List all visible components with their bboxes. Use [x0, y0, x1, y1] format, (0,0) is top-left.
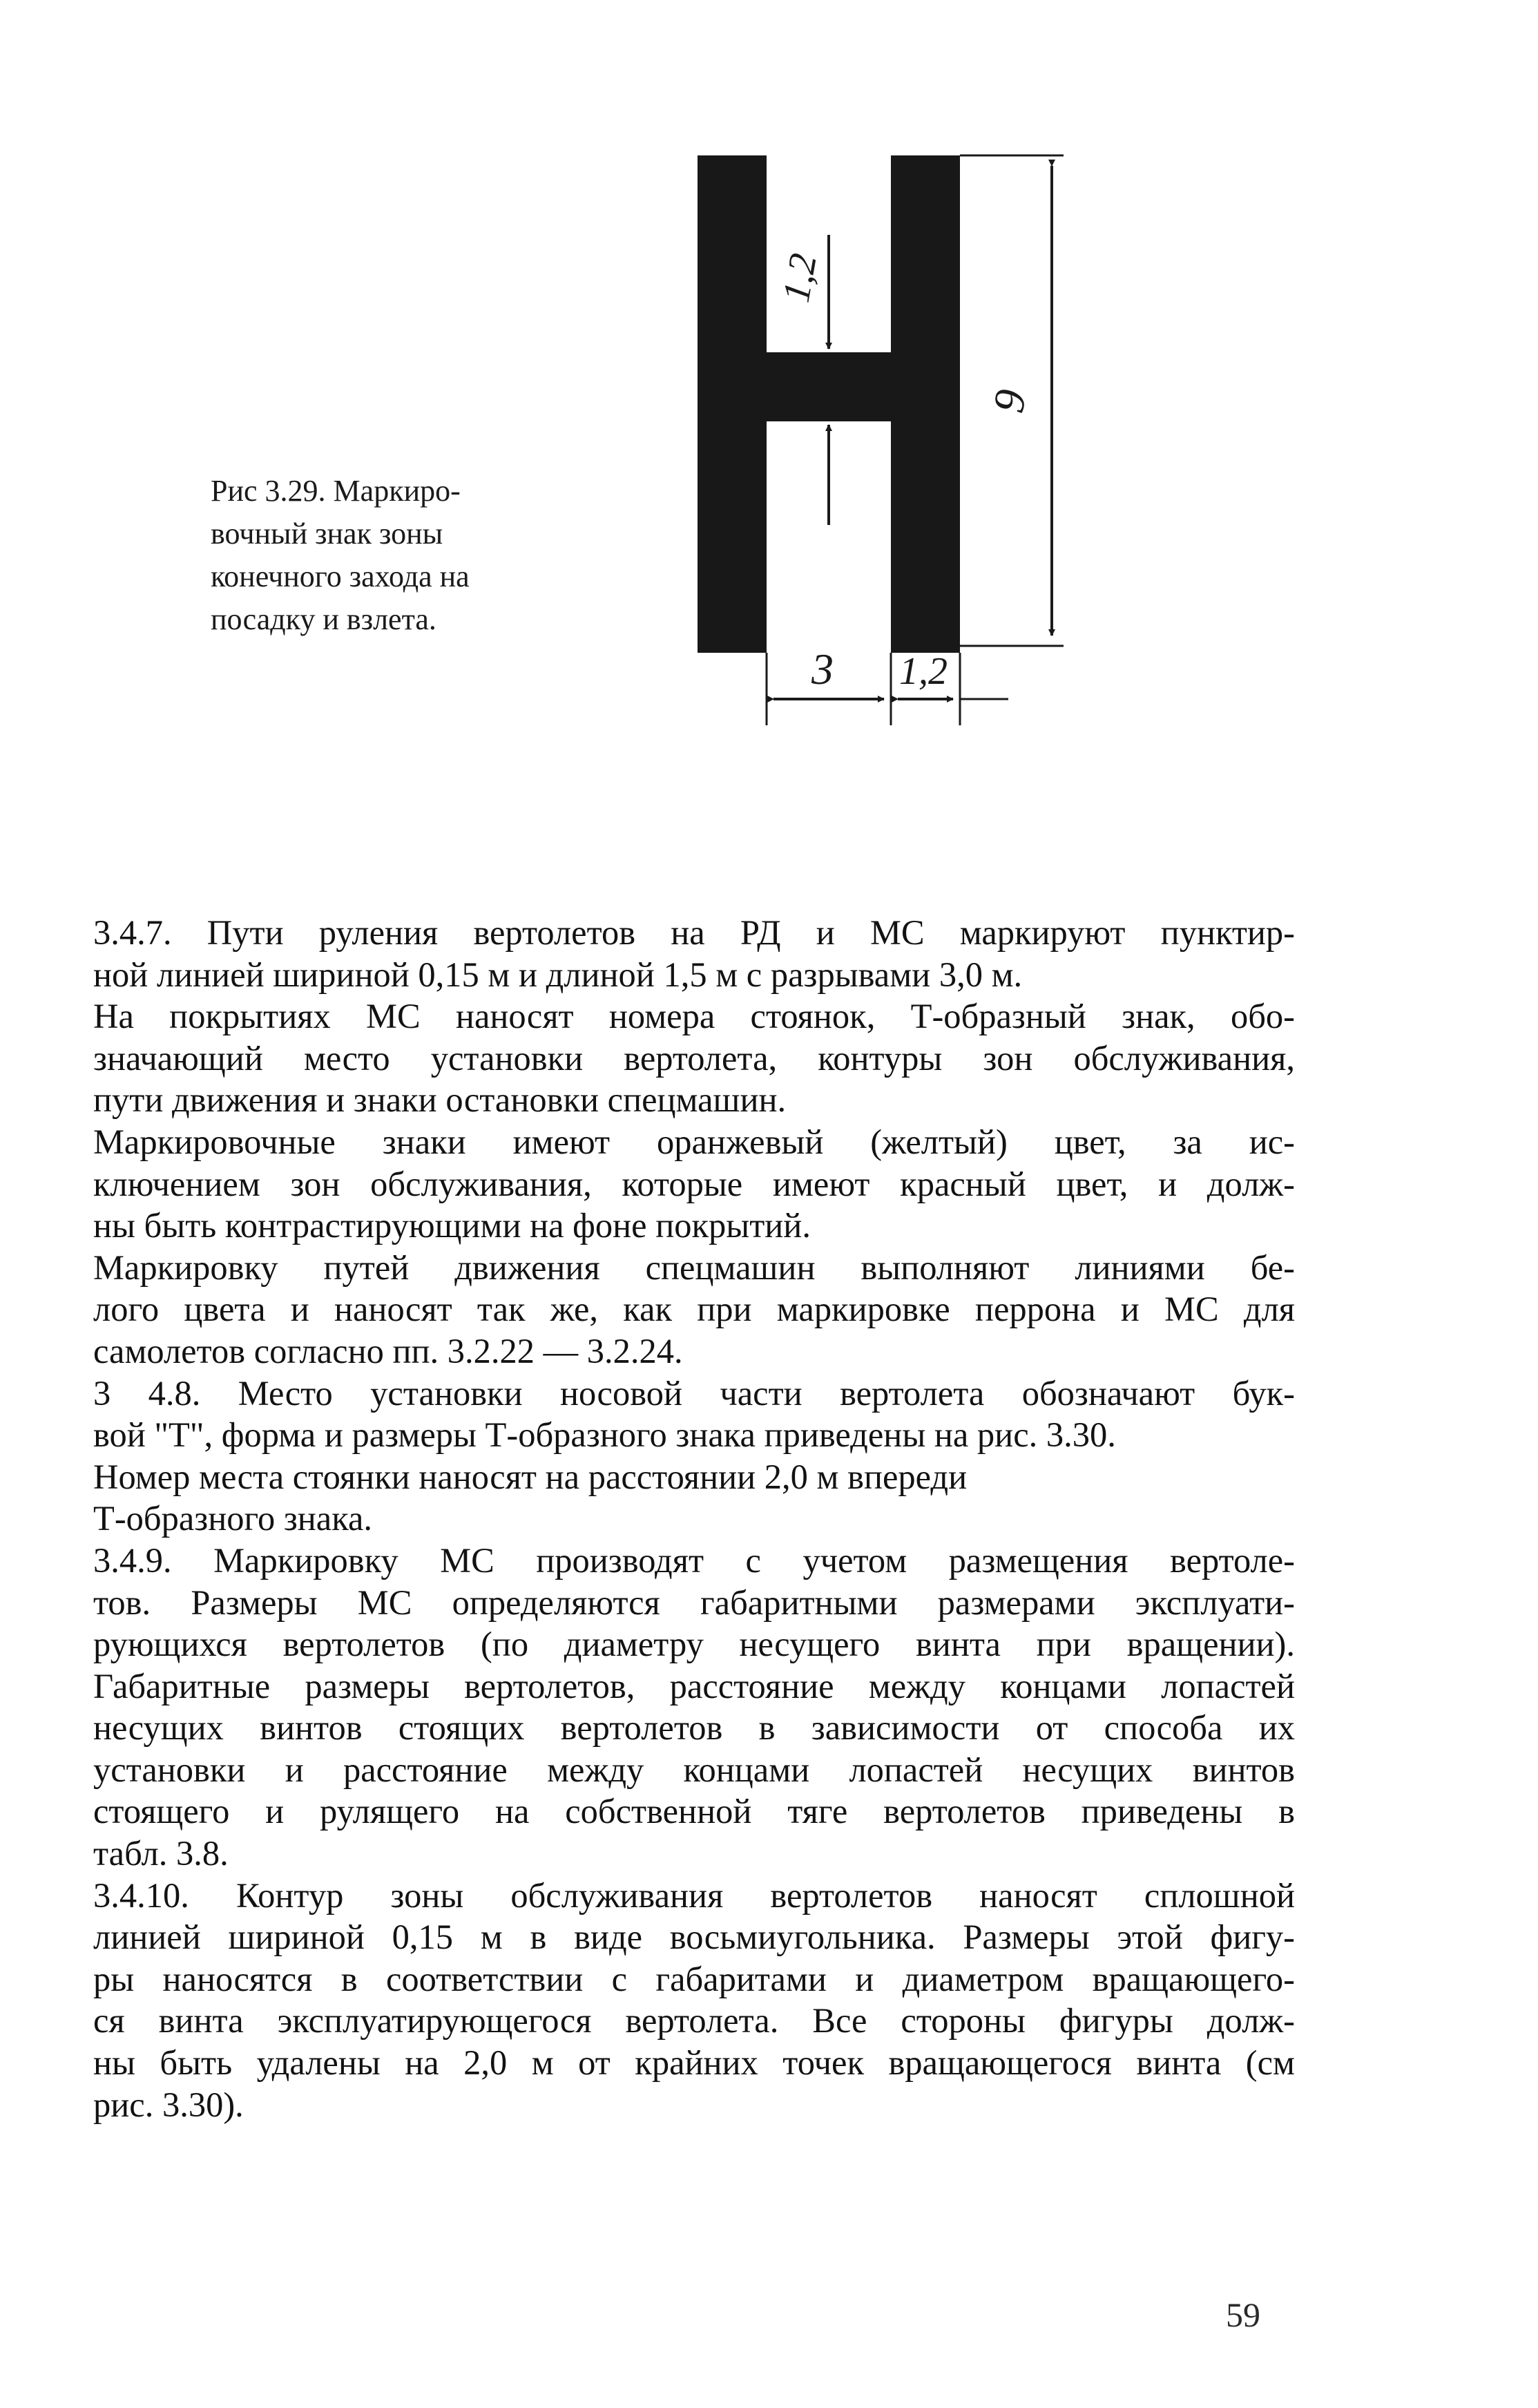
paragraph-3-4-8: [93, 1373, 1295, 1456]
bar-width-label: 1,2: [899, 650, 948, 693]
text-line: табл. 3.8.: [93, 1834, 229, 1873]
text-line: линией шириной 0,15 м в виде восьмиугольника. Размеры этой фигу-: [93, 1918, 1295, 1957]
text-line: вой "Т", форма и размеры Т-образного знака приведены на рис. 3.30.: [93, 1415, 1116, 1455]
text-line: ны быть удалены на 2,0 м от крайних точек вращающегося винта (см: [93, 2043, 1295, 2083]
paragraph-service-paths: [93, 1247, 1295, 1373]
text-line: установки и расстояние между концами лопастей несущих винтов: [93, 1750, 1295, 1789]
caption-line: Рис 3.29. Маркиро-: [211, 474, 461, 508]
page-number: 59: [1226, 2295, 1260, 2334]
paragraph-3-4-7: [93, 912, 1295, 995]
text-line: Т-образного знака.: [93, 1499, 373, 1538]
width-dimension: [767, 644, 1008, 725]
height-dimension: [960, 155, 1064, 646]
paragraph-markings: [93, 995, 1295, 1121]
text-line: Маркировочные знаки имеют оранжевый (желтый) цвет, за ис-: [93, 1122, 1295, 1161]
text-line: стоящего и рулящего на собственной тяге вертолетов приведены в: [93, 1792, 1295, 1831]
letter-h-shape: [698, 155, 960, 653]
h-marking-figure: [677, 138, 1202, 746]
text-line: лого цвета и наносят так же, как при маркировке перрона и МС для: [93, 1290, 1295, 1329]
gap-width-label: 3: [811, 644, 834, 694]
text-line: 3.4.10. Контур зоны обслуживания вертолетов наносят сплошной: [93, 1875, 1295, 1915]
paragraph-3-4-10: [93, 1875, 1295, 2126]
text-line: ны быть контрастирующими на фоне покрытий.: [93, 1206, 811, 1245]
caption-line: конечного захода на: [211, 560, 470, 593]
text-line: Номер места стоянки наносят на расстоянии 2,0 м впереди: [93, 1457, 968, 1496]
text-line: ной линией шириной 0,15 м и длиной 1,5 м с разрывами 3,0 м.: [93, 955, 1023, 994]
text-line: 3 4.8. Место установки носовой части вертолета обозначают бук-: [93, 1373, 1295, 1413]
h-left-bar: [698, 155, 767, 653]
paragraph-colors: [93, 1121, 1295, 1247]
text-line: тов. Размеры МС определяются габаритными размерами эксплуати-: [93, 1583, 1295, 1622]
caption-line: посадку и взлета.: [211, 602, 436, 636]
paragraph-stand-number: [93, 1456, 1295, 1540]
h-crossbar: [767, 352, 891, 421]
h-marking-diagram: [677, 138, 1202, 746]
figure-caption: [211, 470, 570, 641]
text-line: 3.4.7. Пути руления вертолетов на РД и МС маркируют пунктир-: [93, 913, 1295, 952]
text-line: рующихся вертолетов (по диаметру несущего винта при вращении).: [93, 1625, 1295, 1664]
h-right-bar: [891, 155, 960, 653]
text-line: значающий место установки вертолета, контуры зон обслуживания,: [93, 1038, 1295, 1078]
text-line: Габаритные размеры вертолетов, расстояние между концами лопастей: [93, 1666, 1295, 1705]
text-line: Маркировку путей движения спецмашин выполняют линиями бе-: [93, 1248, 1295, 1287]
crossbar-label: 1,2: [774, 250, 825, 306]
height-label: 9: [983, 385, 1036, 417]
text-line: На покрытиях МС наносят номера стоянок, Т-образный знак, обо-: [93, 997, 1295, 1036]
text-line: рис. 3.30).: [93, 2085, 244, 2124]
text-line: 3.4.9. Маркировку МС производят с учетом размещения вертоле-: [93, 1540, 1295, 1580]
paragraph-3-4-9: [93, 1540, 1295, 1875]
caption-line: вочный знак зоны: [211, 517, 443, 551]
text-line: несущих винтов стоящих вертолетов в зависимости от способа их: [93, 1708, 1295, 1748]
text-line: ры наносятся в соответствии с габаритами и диаметром вращающего-: [93, 1959, 1295, 1998]
text-line: пути движения и знаки остановки спецмашин.: [93, 1080, 787, 1120]
text-line: самолетов согласно пп. 3.2.22 — 3.2.24.: [93, 1331, 683, 1370]
body-text: [93, 912, 1295, 2125]
text-line: ся винта эксплуатирующегося вертолета. Все стороны фигуры долж-: [93, 2001, 1295, 2041]
text-line: ключением зон обслуживания, которые имеют красный цвет, и долж-: [93, 1164, 1295, 1203]
